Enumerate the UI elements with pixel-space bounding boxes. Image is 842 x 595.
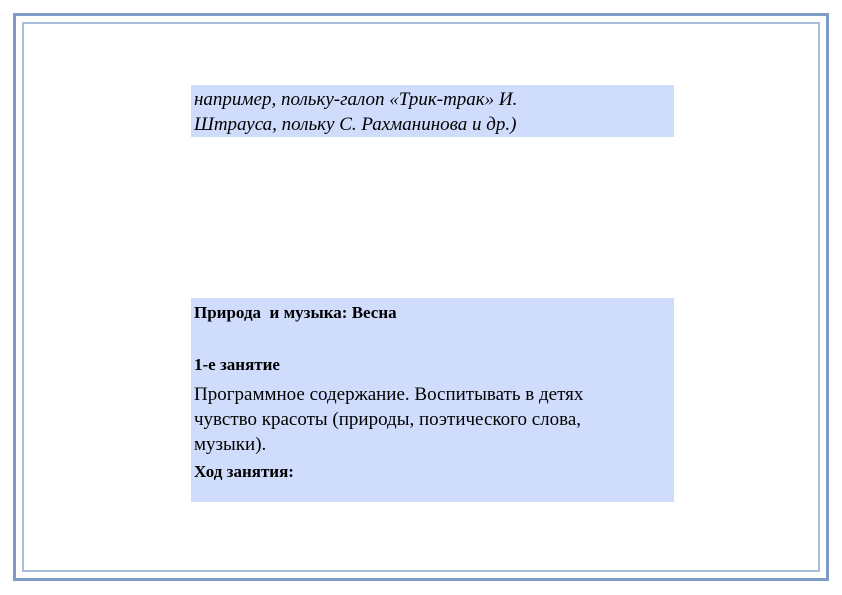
lesson-number: 1-е занятие	[194, 355, 280, 374]
spacer	[194, 324, 671, 354]
program-content-line-2: чувство красоты (природы, поэтического слова,	[194, 409, 582, 430]
text-block-lesson	[191, 298, 674, 502]
lesson-progress-heading: Ход занятия:	[194, 462, 294, 481]
lesson-title: Природа и музыка: Весна	[194, 303, 397, 322]
example-line-2: Штрауса, польку С. Рахманинова и др.)	[194, 114, 517, 135]
program-content-line-1: Программное содержание. Воспитывать в детях	[194, 384, 584, 405]
text-block-example	[191, 85, 674, 137]
example-line-1: например, польку-галоп «Трик-трак» И.	[194, 89, 518, 110]
program-content-line-3: музыки).	[194, 434, 267, 455]
